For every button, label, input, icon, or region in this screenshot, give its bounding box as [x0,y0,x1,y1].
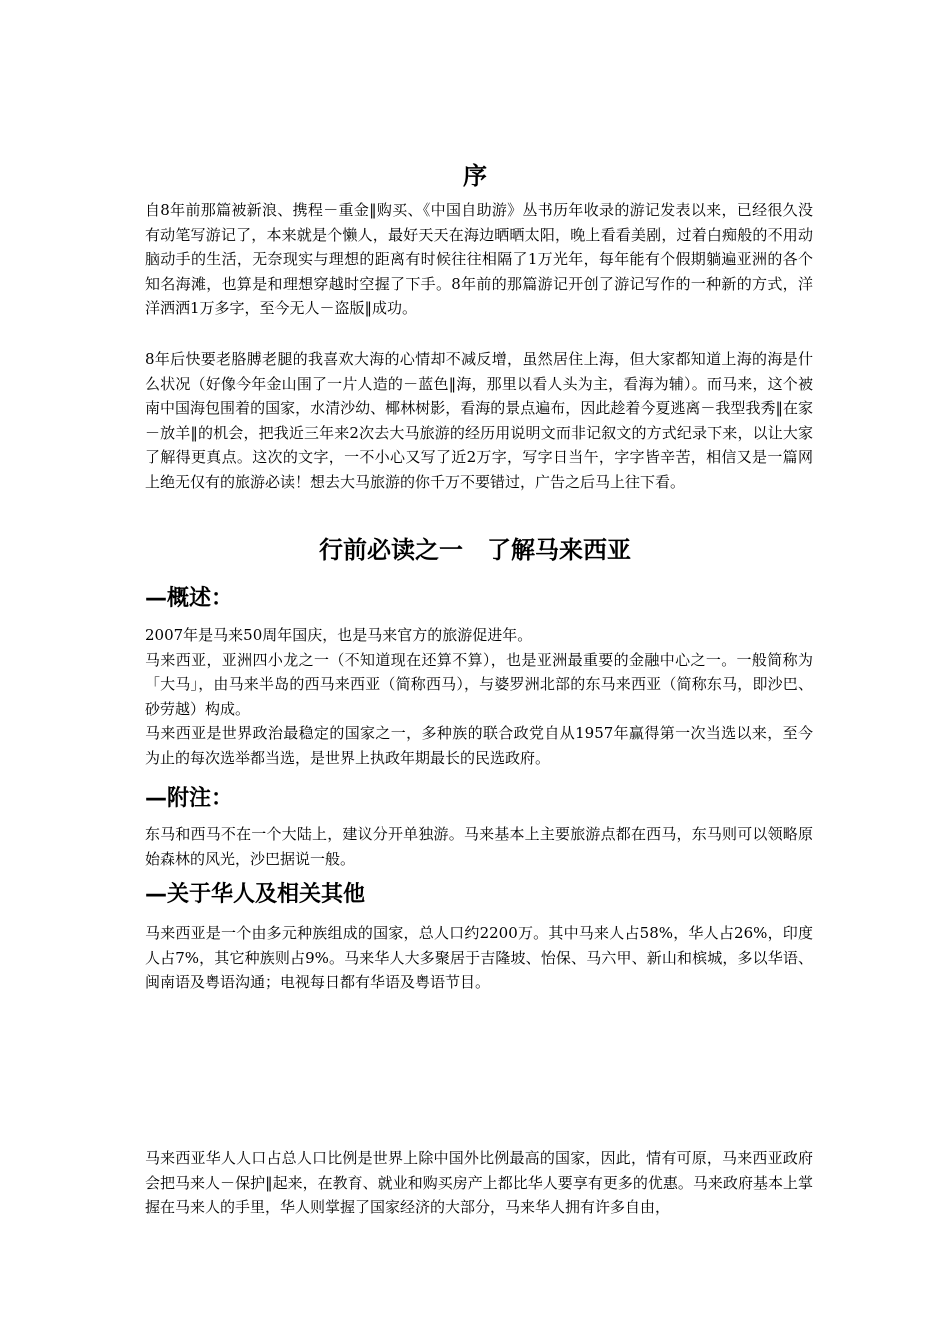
chinese-section [145,921,813,995]
note-heading: —附注： [145,786,234,811]
chinese-text: 马来西亚是一个由多元种族组成的国家，总人口约2200万。其中马来人占58%，华人占26%，印度人占7%，其它种族则占9%。马来华人大多聚居于吉隆坡、怡保、马六甲、新山和槟城，多以华语、闽南语及粤语沟通；电视每日都有华语及粤语节目。 [145,924,813,991]
overview-line-3: 马来西亚是世界政治最稳定的国家之一，多种族的联合政党自从1957年赢得第一次当选以来，至今为止的每次选举都当选，是世界上执政年期最长的民选政府。 [145,724,813,767]
chinese-heading: —关于华人及相关其他 [145,882,366,907]
chinese-section-continued [145,1146,813,1220]
preface-title: 序 [463,162,487,190]
overview-section [145,623,813,770]
preface-text-1: 自8年前那篇被新浪、携程－重金‖购买、《中国自助游》丛书历年收录的游记发表以来，已经很久没有动笔写游记了，本来就是个懒人，最好天天在海边晒晒太阳，晚上看看美剧，过着白痴般的不用动脑动手的生活，无奈现实与理想的距离有时候往往相隔了1万光年，每年能有个假期躺遍亚洲的各个知名海滩，也算是和理想穿越时空握了下手。8年前的那篇游记开创了游记写作的一种新的方式，洋洋洒洒1万多字，至今无人－盗版‖成功。 [145,201,813,317]
preface-paragraph-2 [145,347,813,494]
overview-line-2: 马来西亚，亚洲四小龙之一（不知道现在还算不算），也是亚洲最重要的金融中心之一。一般简称为「大马」，由马来半岛的西马来西亚（简称西马），与婆罗洲北部的东马来西亚（简称东马，即沙巴、砂劳越）构成。 [145,650,813,718]
overview-heading: —概述： [145,586,234,611]
note-section [145,822,813,871]
overview-line-1: 2007年是马来50周年国庆，也是马来官方的旅游促进年。 [145,626,533,644]
preface-text-2: 8年后快要老胳膊老腿的我喜欢大海的心情却不减反增，虽然居住上海，但大家都知道上海的海是什么状况（好像今年金山围了一片人造的－蓝色‖海，那里以看人头为主，看海为辅）。而马来，这个被南中国海包围着的国家，水清沙幼、椰林树影，看海的景点遍布，因此趁着今夏逃离－我型我秀‖在家－放羊‖的机会，把我近三年来2次去大马旅游的经历用说明文而非记叙文的方式纪录下来，以让大家了解得更真点。这次的文字，一不小心又写了近2万字，写字日当午，字字皆辛苦，相信又是一篇网上绝无仅有的旅游必读！想去大马旅游的你千万不要错过，广告之后马上往下看。 [145,350,813,491]
note-text: 东马和西马不在一个大陆上，建议分开单独游。马来基本上主要旅游点都在西马，东马则可以领略原始森林的风光，沙巴据说一般。 [145,825,813,868]
chapter-title: 行前必读之一 了解马来西亚 [319,536,631,564]
preface-paragraph-1 [145,198,813,321]
chinese-text-2: 马来西亚华人人口占总人口比例是世界上除中国外比例最高的国家，因此，情有可原，马来西亚政府会把马来人－保护‖起来，在教育、就业和购买房产上都比华人要享有更多的优惠。马来政府基本上掌握在马来人的手里，华人则掌握了国家经济的大部分，马来华人拥有许多自由， [145,1149,813,1216]
